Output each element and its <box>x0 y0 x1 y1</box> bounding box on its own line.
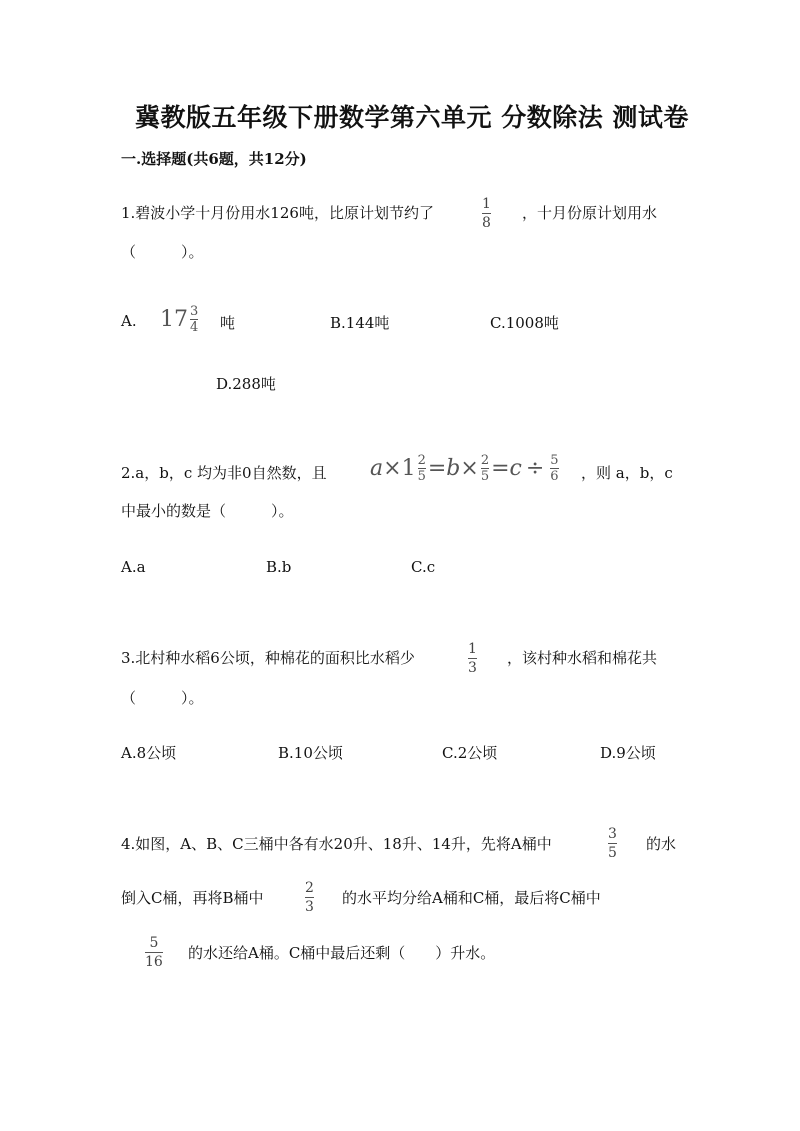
q2-option-b: B.b <box>266 558 292 576</box>
frac-num: 2 <box>417 453 426 468</box>
mixed-whole: 17 <box>160 307 188 332</box>
q2-text-line2: 中最小的数是（ ）。 <box>121 502 294 520</box>
fraction-5-6 <box>550 454 558 483</box>
q4-text-line1-end: 的水 <box>646 835 677 853</box>
q3-option-c: C.2公顷 <box>442 744 498 762</box>
section-heading: 一.选择题(共6题，共12分) <box>121 150 307 168</box>
q1-frac-den: 8 <box>482 215 491 231</box>
q4-text-line1: 4.如图，A、B、C三桶中各有水20升、18升、14升，先将A桶中 <box>121 835 552 853</box>
q4-frac1-num: 3 <box>608 826 617 842</box>
mixed-fraction <box>190 305 198 334</box>
q2-option-c: C.c <box>411 558 436 576</box>
mixed-num: 3 <box>190 304 199 319</box>
q3-text-part2: ，该村种水稻和棉花共 <box>507 649 658 667</box>
frac-den: 6 <box>550 469 559 484</box>
q3-option-a: A.8公顷 <box>121 744 177 762</box>
var-c: c <box>509 456 522 481</box>
frac-bar <box>608 843 617 844</box>
frac-bar <box>482 213 491 214</box>
q3-text-part1: 3.北村种水稻6公顷，种棉花的面积比水稻少 <box>121 649 415 667</box>
q3-frac-num: 1 <box>468 641 477 657</box>
q2-text-part2: ，则 a，b，c <box>581 464 673 482</box>
q3-answer-blank: （ ）。 <box>121 689 204 707</box>
q2-text-part1: 2.a，b，c 均为非0自然数，且 <box>121 464 327 482</box>
q1-text-part1: 1.碧波小学十月份用水126吨，比原计划节约了 <box>121 204 434 222</box>
q4-frac2-den: 3 <box>305 899 314 915</box>
q4-text-line2-start: 倒入C桶，再将B桶中 <box>121 889 264 907</box>
q1-option-a-mixed-number <box>160 305 200 334</box>
q3-option-d: D.9公顷 <box>600 744 656 762</box>
q1-option-c: C.1008吨 <box>490 314 559 332</box>
frac-den: 5 <box>417 469 426 484</box>
divide-sign: ÷ <box>525 456 545 481</box>
q3-fraction <box>468 642 477 675</box>
q4-fraction-5-16 <box>145 936 163 969</box>
page-title: 冀教版五年级下册数学第六单元 分数除法 测试卷 <box>135 103 689 132</box>
times-sign: × <box>383 456 402 481</box>
frac-bar <box>145 952 163 953</box>
frac-num: 5 <box>550 453 559 468</box>
q3-option-b: B.10公顷 <box>278 744 343 762</box>
fraction-2-5 <box>481 454 489 483</box>
q1-option-a-unit: 吨 <box>220 314 236 332</box>
frac-bar <box>305 897 314 898</box>
frac-num: 2 <box>480 453 490 468</box>
q2-option-a: A.a <box>121 558 146 576</box>
q4-text-line3: 的水还给A桶。C桶中最后还剩（ ）升水。 <box>188 944 496 962</box>
frac-den: 5 <box>480 469 490 484</box>
q4-frac1-den: 5 <box>608 845 617 861</box>
q3-frac-den: 3 <box>468 660 477 676</box>
mixed-den: 4 <box>190 320 199 335</box>
times-sign: × <box>460 456 479 481</box>
var-a: a <box>370 456 384 481</box>
q4-frac3-num: 5 <box>149 935 159 951</box>
q4-text-line2-end: 的水平均分给A桶和C桶，最后将C桶中 <box>342 889 601 907</box>
equals-sign: = <box>427 456 447 481</box>
frac-bar <box>468 658 477 659</box>
q4-frac3-den: 16 <box>145 954 163 970</box>
q1-frac-num: 1 <box>482 196 491 212</box>
q4-fraction-3-5 <box>608 827 617 860</box>
equals-sign: = <box>491 456 510 481</box>
q1-fraction <box>482 197 491 230</box>
fraction-2-5 <box>418 454 426 483</box>
q1-option-b: B.144吨 <box>330 314 390 332</box>
q1-text-part2: ，十月份原计划用水 <box>522 204 658 222</box>
q1-option-d: D.288吨 <box>216 375 276 393</box>
q1-option-a-label: A. <box>121 312 137 330</box>
q2-equation <box>370 454 561 483</box>
q4-frac2-num: 2 <box>305 880 314 896</box>
q4-fraction-2-3 <box>305 881 314 914</box>
mixed-whole: 1 <box>401 456 416 481</box>
q1-answer-blank: （ ）。 <box>121 243 204 261</box>
var-b: b <box>446 456 461 481</box>
